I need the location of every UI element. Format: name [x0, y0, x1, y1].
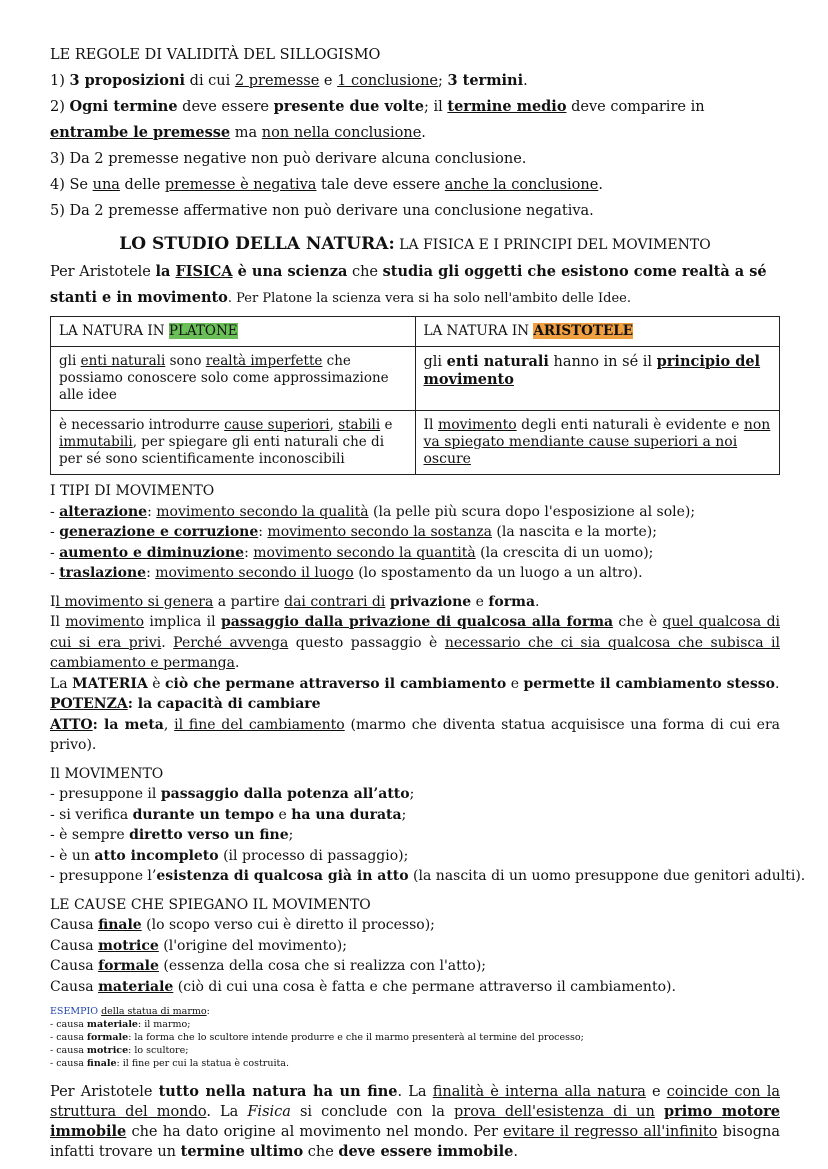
list-item: - causa formale: la forma che lo scultore intende produrre e che il marmo presenterà al termine del processo; — [50, 1032, 584, 1043]
causes-title: LE CAUSE CHE SPIEGANO IL MOVIMENTO — [50, 896, 371, 913]
movement-block — [50, 764, 806, 887]
matter-p4: POTENZA: la capacità di cambiare — [50, 696, 321, 712]
list-item: - causa motrice: lo scultore; — [50, 1045, 189, 1056]
list-item: - causa finale: il fine per cui la statua è costruita. — [50, 1058, 289, 1069]
list-item: - alterazione: movimento secondo la qualità (la pelle più scura dopo l'esposizione al sole); — [50, 503, 696, 520]
movement-title: Il MOVIMENTO — [50, 765, 164, 782]
list-item: - presuppone il passaggio dalla potenza all’atto; — [50, 786, 415, 802]
final-paragraph: Per Aristotele tutto nella natura ha un fine. La finalità è interna alla natura e coincide con la struttura del mondo. La Fisica si conclude con la prova dell'esistenza di un primo motore immobile che ha dato origine al movimento nel mondo. Per evitare il regresso all'infinito bisogna infatti trovare un termine ultimo che deve essere immobile. — [50, 1083, 780, 1160]
causes-block — [50, 895, 780, 998]
rule-1: 1) 3 proposizioni di cui 2 premesse e 1 conclusione; 3 termini. — [50, 72, 528, 89]
document-page — [50, 42, 806, 1162]
movement-types — [50, 481, 780, 584]
list-item: - causa materiale: il marmo; — [50, 1019, 191, 1030]
section-title: LO STUDIO DELLA NATURA: LA FISICA E I PRINCIPI DEL MOVIMENTO — [119, 234, 711, 254]
table-cell: Il movimento degli enti naturali è evidente e non va spiegato mendiante cause superiori a noi oscure — [415, 411, 780, 475]
list-item: Causa formale (essenza della cosa che si realizza con l'atto); — [50, 958, 487, 974]
list-item: - traslazione: movimento secondo il luogo (lo spostamento da un luogo a un altro). — [50, 565, 643, 581]
list-item: - aumento e diminuzione: movimento secondo la quantità (la crescita di un uomo); — [50, 544, 654, 561]
matter-p3: La MATERIA è ciò che permane attraverso il cambiamento e permette il cambiamento stesso. — [50, 675, 780, 692]
list-item: Causa materiale (ciò di cui una cosa è fatta e che permane attraverso il cambiamento). — [50, 978, 676, 995]
table-header-platone: LA NATURA IN PLATONE — [51, 317, 416, 347]
list-item: - è sempre diretto verso un fine; — [50, 827, 294, 843]
types-title: I TIPI DI MOVIMENTO — [50, 483, 215, 499]
example-block — [50, 1005, 780, 1070]
table-header-aristotele: LA NATURA IN ARISTOTELE — [415, 317, 780, 347]
rule-2: 2) Ogni termine deve essere presente due volte; il termine medio deve comparire in entrambe le premesse ma non nella conclusione. — [50, 98, 705, 141]
list-item: - presuppone l’esistenza di qualcosa già in atto (la nascita di un uomo presuppone due genitori adulti). — [50, 868, 806, 884]
rules-title: LE REGOLE DI VALIDITÀ DEL SILLOGISMO — [50, 47, 381, 63]
matter-p1: Il movimento si genera a partire dai contrari di privazione e forma. — [50, 593, 540, 610]
rule-5: 5) Da 2 premesse affermative non può derivare una conclusione negativa. — [50, 203, 594, 219]
table-cell: gli enti naturali sono realtà imperfette che possiamo conoscere solo come approssimazione alle idee — [51, 347, 416, 411]
table-header-row — [51, 317, 780, 347]
rule-3: 3) Da 2 premesse negative non può derivare alcuna conclusione. — [50, 151, 527, 167]
list-item: - generazione e corruzione: movimento secondo la sostanza (la nascita e la morte); — [50, 524, 657, 540]
matter-p2: Il movimento implica il passaggio dalla privazione di qualcosa alla forma che è quel qualcosa di cui si era privi. Perché avvenga questo passaggio è necessario che ci sia qualcosa che subisca il cambiamento e permanga. — [50, 614, 781, 671]
comparison-table — [50, 316, 780, 475]
list-item: - è un atto incompleto (il processo di passaggio); — [50, 847, 409, 864]
table-row — [51, 411, 780, 475]
matter-block — [50, 592, 780, 756]
list-item: Causa finale (lo scopo verso cui è diretto il processo); — [50, 917, 435, 933]
table-cell: gli enti naturali hanno in sé il principio del movimento — [415, 347, 780, 411]
matter-p5: ATTO: la meta, il fine del cambiamento (marmo che diventa statua acquisisce una forma di cui era privo). — [50, 716, 780, 753]
list-item: - si verifica durante un tempo e ha una durata; — [50, 806, 407, 823]
table-row — [51, 347, 780, 411]
list-item: Causa motrice (l'origine del movimento); — [50, 937, 347, 954]
table-cell: è necessario introdurre cause superiori, stabili e immutabili, per spiegare gli enti naturali che di per sé sono scientificamente inconoscibili — [51, 411, 416, 475]
example-title: ESEMPIO della statua di marmo: — [50, 1006, 210, 1017]
rule-4: 4) Se una delle premesse è negativa tale deve essere anche la conclusione. — [50, 177, 603, 193]
nature-intro: Per Aristotele la FISICA è una scienza che studia gli oggetti che esistono come realtà a sé stanti e in movimento. Per Platone la scienza vera si ha solo nell'ambito delle Idee. — [50, 263, 767, 306]
